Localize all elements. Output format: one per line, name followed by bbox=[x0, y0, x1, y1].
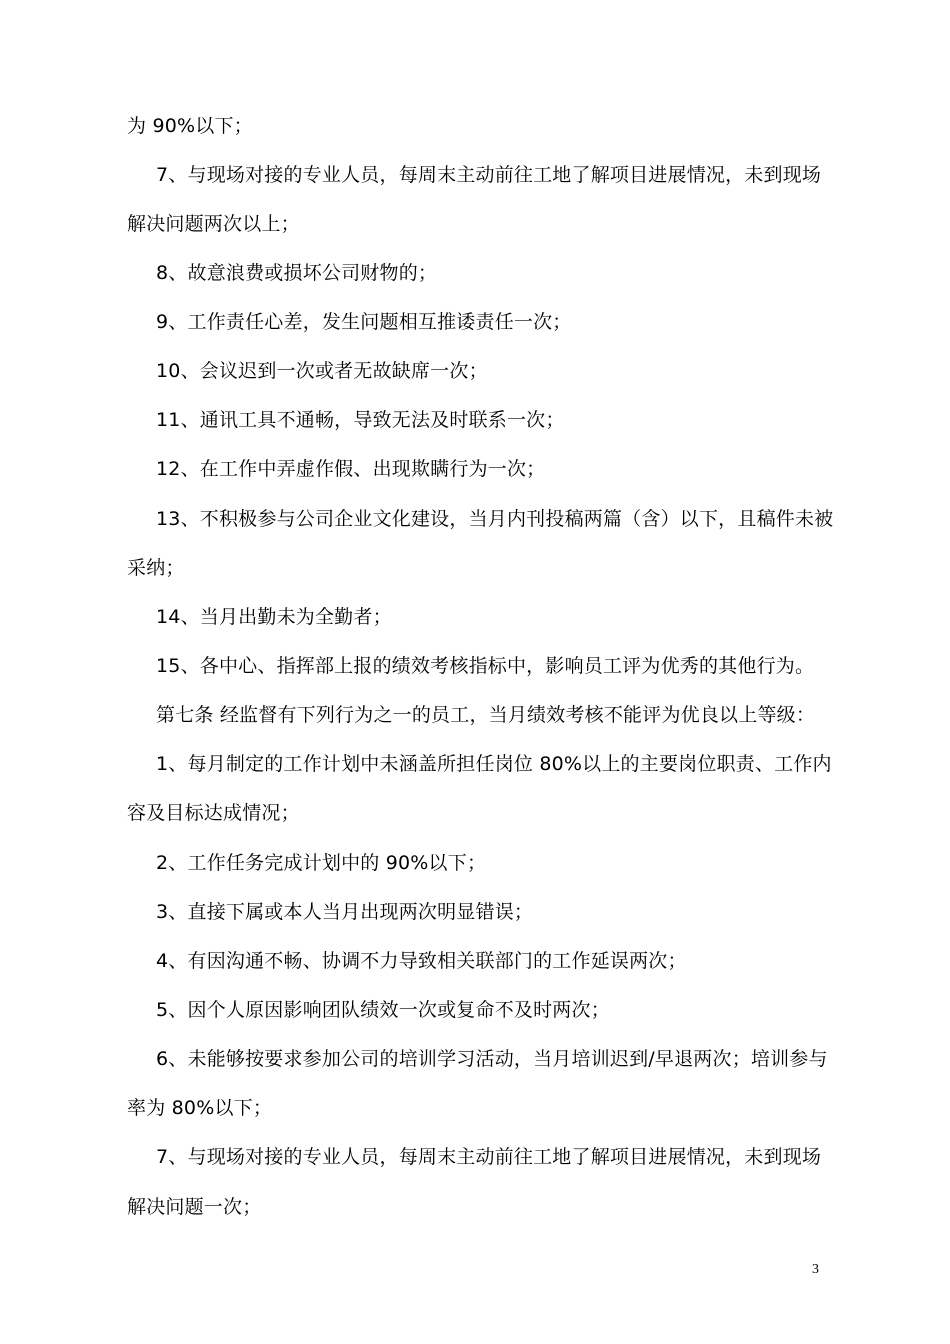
text-line: 容及目标达成情况； bbox=[127, 802, 300, 824]
text-line: 8、故意浪费或损坏公司财物的； bbox=[156, 262, 438, 284]
text-line: 1、每月制定的工作计划中未涵盖所担任岗位 80%以上的主要岗位职责、工作内 bbox=[156, 753, 832, 775]
text-line: 解决问题两次以上； bbox=[127, 213, 300, 235]
page-number: 3 bbox=[812, 1262, 819, 1277]
text-line: 7、与现场对接的专业人员，每周末主动前往工地了解项目进展情况，未到现场 bbox=[156, 164, 822, 186]
text-line: 7、与现场对接的专业人员，每周末主动前往工地了解项目进展情况，未到现场 bbox=[156, 1146, 822, 1168]
text-line: 12、在工作中弄虚作假、出现欺瞒行为一次； bbox=[156, 458, 546, 480]
text-line: 13、不积极参与公司企业文化建设，当月内刊投稿两篇（含）以下，且稿件未被 bbox=[156, 508, 834, 530]
text-line: 率为 80%以下； bbox=[127, 1097, 273, 1119]
text-line: 3、直接下属或本人当月出现两次明显错误； bbox=[156, 901, 534, 923]
text-line: 为 90%以下； bbox=[127, 115, 253, 137]
text-line: 10、会议迟到一次或者无故缺席一次； bbox=[156, 360, 488, 382]
text-line: 11、通讯工具不通畅，导致无法及时联系一次； bbox=[156, 409, 565, 431]
text-line: 15、各中心、指挥部上报的绩效考核指标中，影响员工评为优秀的其他行为。 bbox=[156, 655, 815, 677]
text-line: 5、因个人原因影响团队绩效一次或复命不及时两次； bbox=[156, 999, 610, 1021]
text-line: 2、工作任务完成计划中的 90%以下； bbox=[156, 852, 487, 874]
text-line: 6、未能够按要求参加公司的培训学习活动，当月培训迟到/早退两次；培训参与 bbox=[156, 1048, 828, 1070]
text-line: 解决问题一次； bbox=[127, 1196, 262, 1218]
text-line: 9、工作责任心差，发生问题相互推诿责任一次； bbox=[156, 311, 572, 333]
text-line: 14、当月出勤未为全勤者； bbox=[156, 606, 392, 628]
text-line: 采纳； bbox=[127, 557, 185, 579]
text-line: 4、有因沟通不畅、协调不力导致相关联部门的工作延误两次； bbox=[156, 950, 687, 972]
text-line: 第七条 经监督有下列行为之一的员工，当月绩效考核不能评为优良以上等级： bbox=[156, 704, 816, 726]
